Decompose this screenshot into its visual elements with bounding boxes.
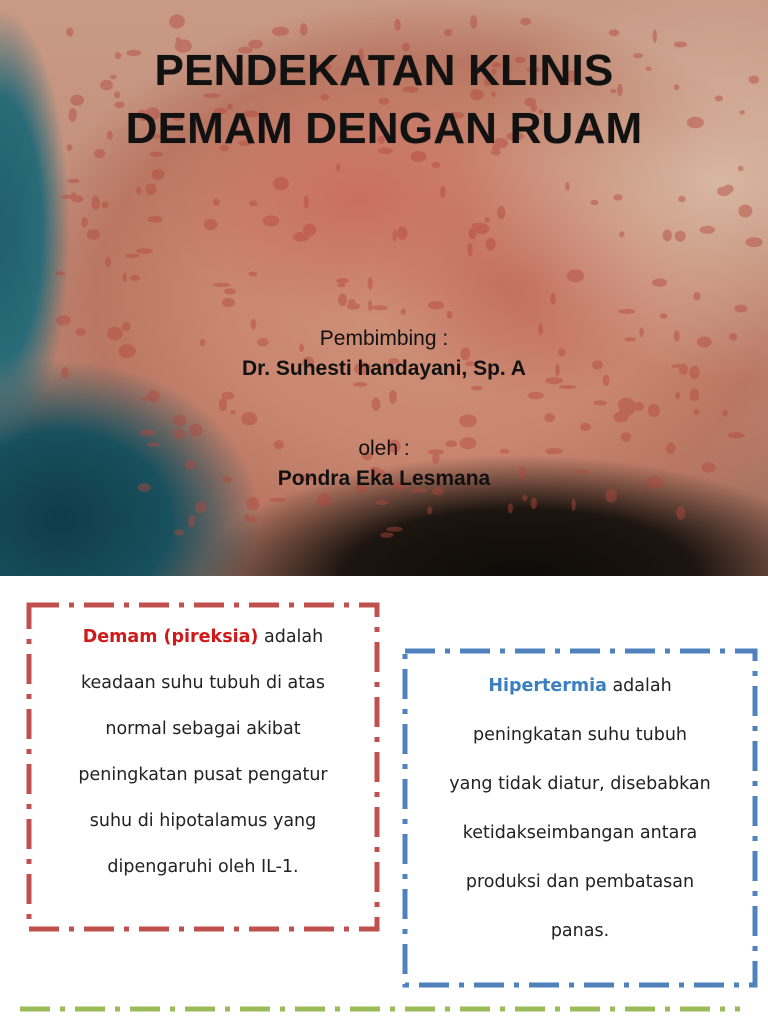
rash-spot <box>101 201 108 208</box>
rash-spot <box>241 412 257 426</box>
rash-spot <box>648 404 660 417</box>
fever-line-4: peningkatan pusat pengatur <box>78 765 328 785</box>
rash-spot <box>618 309 635 314</box>
rash-spot <box>336 163 340 172</box>
rash-spot <box>734 305 747 313</box>
rash-spot <box>428 301 444 310</box>
hyperthermia-line-1: adalah <box>606 676 672 696</box>
rash-spot <box>693 292 700 301</box>
rash-spot <box>522 495 527 501</box>
author-label: oleh : <box>358 437 410 460</box>
rash-spot <box>520 18 531 26</box>
rash-spot <box>559 385 577 389</box>
rash-spot <box>172 415 187 426</box>
rash-spot <box>571 498 575 510</box>
rash-spot <box>273 177 289 191</box>
rash-spot <box>338 294 347 306</box>
rash-spot <box>427 507 432 515</box>
rash-spot <box>303 224 316 237</box>
rash-spot <box>550 293 555 305</box>
rash-spot <box>447 311 453 319</box>
rash-spot <box>663 229 672 241</box>
rash-spot <box>189 424 203 437</box>
hyperthermia-line-5: produksi dan pembatasan <box>465 872 695 892</box>
rash-spot <box>371 305 388 310</box>
rash-spot <box>300 23 308 36</box>
rash-spot <box>386 527 403 532</box>
rash-spot <box>213 198 220 205</box>
rash-spot <box>222 298 235 307</box>
rash-spot <box>389 390 397 404</box>
rash-spot <box>245 517 255 523</box>
hyperthermia-line-6: panas. <box>550 921 610 941</box>
rash-spot <box>745 237 762 247</box>
rash-spot <box>148 216 163 223</box>
rash-spot <box>619 231 624 237</box>
rash-spot <box>380 532 393 538</box>
rash-spot <box>337 283 346 287</box>
rash-spot <box>249 201 257 207</box>
rash-spot <box>195 502 207 514</box>
rash-spot <box>614 412 629 423</box>
rash-spot <box>372 398 381 411</box>
rash-spot <box>580 423 591 431</box>
fever-line-1: adalah <box>258 627 324 647</box>
rash-spot <box>55 271 65 275</box>
rash-spot <box>304 195 309 208</box>
rash-spot <box>618 398 635 412</box>
rash-spot <box>105 257 111 267</box>
rash-spot <box>393 230 397 242</box>
fever-line-2: keadaan suhu tubuh di atas <box>81 673 325 693</box>
rash-spot <box>176 37 181 41</box>
rash-spot <box>652 279 667 287</box>
supervisor-block <box>0 327 768 381</box>
supervisor-label: Pembimbing : <box>319 327 449 350</box>
rash-spot <box>213 283 231 287</box>
slide-title <box>0 42 768 158</box>
rash-spot <box>368 300 372 312</box>
rash-spot <box>676 506 685 519</box>
rash-spot <box>722 410 727 417</box>
rash-spot <box>440 186 446 198</box>
rash-spot <box>660 313 668 319</box>
hyperthermia-term: Hipertermia <box>488 676 607 696</box>
rash-spot <box>375 500 388 505</box>
rash-spot <box>508 503 513 513</box>
rash-spot <box>401 308 407 314</box>
rash-spot <box>91 196 100 210</box>
rash-spot <box>317 493 332 506</box>
rash-spot <box>204 219 218 230</box>
rash-spot <box>675 231 686 242</box>
rash-spot <box>348 299 355 304</box>
rash-spot <box>136 248 153 254</box>
rash-spot <box>169 15 185 29</box>
rash-spot <box>272 27 289 36</box>
rash-spot <box>467 242 472 256</box>
rash-spot <box>497 206 505 219</box>
rash-spot <box>353 382 368 387</box>
rash-spot <box>270 498 287 502</box>
rash-spot <box>146 183 157 195</box>
rash-spot <box>336 278 349 283</box>
rash-spot <box>486 238 496 251</box>
author-name: Pondra Eka Lesmana <box>277 467 491 490</box>
supervisor-name: Dr. Suhesti handayani, Sp. A <box>242 357 526 380</box>
rash-spot <box>470 15 477 28</box>
rash-spot <box>485 217 490 222</box>
rash-spot <box>368 277 373 290</box>
hyperthermia-line-3: yang tidak diatur, disebabkan <box>449 774 711 794</box>
rash-spot <box>531 498 538 510</box>
rash-spot <box>675 392 680 400</box>
hyperthermia-definition-box <box>402 648 758 988</box>
rash-spot <box>394 19 400 31</box>
rash-spot <box>67 179 80 184</box>
rash-spot <box>224 288 236 294</box>
rash-spot <box>152 169 165 180</box>
rash-spot <box>71 192 77 201</box>
rash-spot <box>56 315 71 325</box>
rash-spot <box>246 497 259 511</box>
rash-spot <box>444 29 453 37</box>
rash-spot <box>87 229 101 239</box>
rash-spot <box>123 273 127 283</box>
rash-spot <box>717 187 731 197</box>
rash-spot <box>527 392 544 399</box>
rash-spot <box>66 27 73 37</box>
rash-spot <box>148 390 160 404</box>
rash-spot <box>567 269 584 282</box>
rash-spot <box>249 272 258 277</box>
rash-spot <box>230 410 235 414</box>
fever-line-5: suhu di hipotalamus yang <box>89 811 317 831</box>
rash-spot <box>459 414 477 427</box>
author-block <box>0 437 768 491</box>
rash-spot <box>693 409 699 415</box>
rash-spot <box>690 389 700 402</box>
rash-spot <box>653 30 657 43</box>
fever-line-6: dipengaruhi oleh IL-1. <box>107 857 299 877</box>
rash-spot <box>565 182 569 191</box>
rash-spot <box>544 413 555 422</box>
rash-spot <box>472 223 488 229</box>
title-line-1: PENDEKATAN KLINIS <box>154 46 614 95</box>
fever-line-3: normal sebagai akibat <box>105 719 301 739</box>
rash-spot <box>700 226 716 234</box>
rash-spot <box>136 187 141 195</box>
rash-spot <box>471 386 483 391</box>
rash-spot <box>678 196 685 202</box>
rash-spot <box>397 227 408 240</box>
rash-spot <box>263 215 280 226</box>
rash-spot <box>139 429 156 436</box>
rash-spot <box>590 200 598 205</box>
hyperthermia-line-2: peningkatan suhu tubuh <box>472 725 688 745</box>
fever-definition-box <box>26 602 380 932</box>
bottom-box-border <box>0 1000 768 1024</box>
rash-spot <box>609 29 620 36</box>
rash-spot <box>81 217 88 228</box>
rash-spot <box>431 162 440 168</box>
rash-spot <box>594 400 608 405</box>
rash-spot <box>188 515 195 528</box>
rash-spot <box>130 275 140 281</box>
rash-spot <box>125 254 140 259</box>
rash-spot <box>738 166 744 172</box>
rash-spot <box>222 392 235 400</box>
rash-spot <box>613 194 622 200</box>
rash-spot <box>738 205 752 218</box>
hyperthermia-line-4: ketidakseimbangan antara <box>462 823 698 843</box>
rash-spot <box>219 398 227 411</box>
fever-term: Demam (pireksia) <box>82 627 259 647</box>
rash-spot <box>174 529 184 535</box>
title-line-2: DEMAM DENGAN RUAM <box>125 104 643 153</box>
